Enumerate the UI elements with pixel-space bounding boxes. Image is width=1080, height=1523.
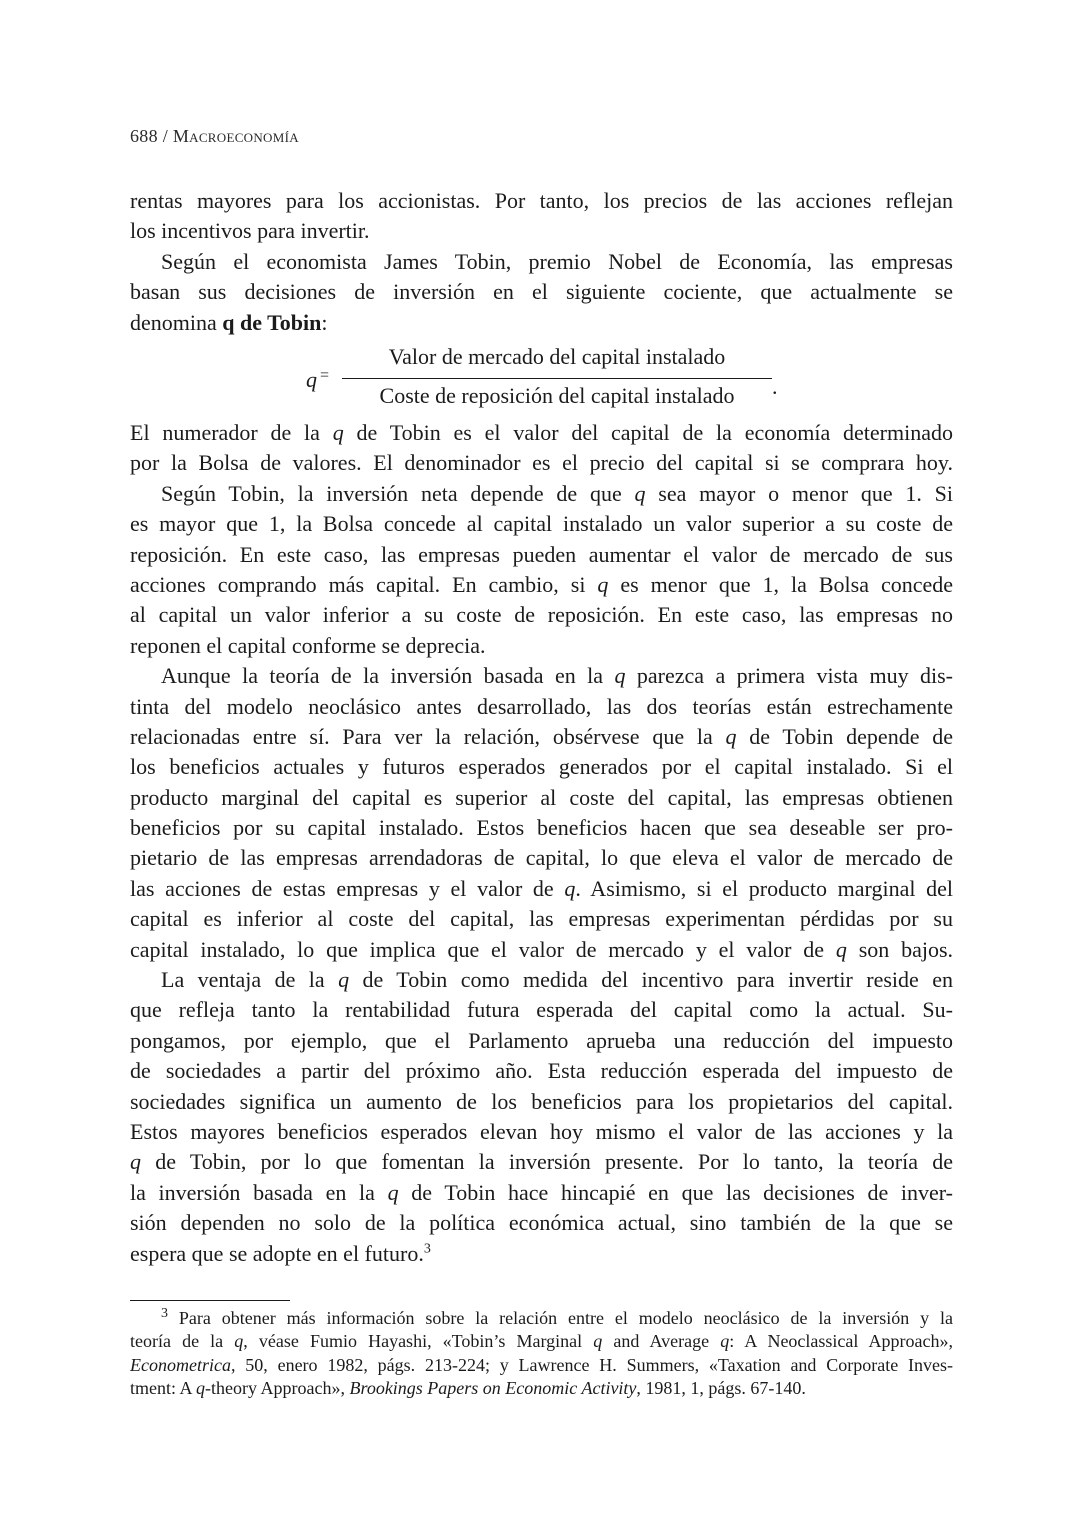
text-line: la inversión basada en la q de Tobin hace hincapié en que las decisiones de inver- xyxy=(130,1179,953,1205)
italic-term: q xyxy=(338,967,350,993)
italic-term: q xyxy=(634,480,646,506)
text-line: al capital un valor inferior a su coste de reposición. En este caso, las empresas no xyxy=(130,602,953,628)
text-line: los incentivos para invertir. xyxy=(130,218,370,244)
italic-term: Brookings Papers on Economic Activity xyxy=(349,1377,637,1398)
text-line: pongamos, por ejemplo, que el Parlamento aprueba una reducción del impuesto xyxy=(130,1027,953,1053)
text-line: Según el economista James Tobin, premio Nobel de Economía, las empresas xyxy=(161,248,953,274)
text-line: Según Tobin, la inversión neta depende de que q sea mayor o menor que 1. Si xyxy=(161,480,953,506)
text-line: La ventaja de la q de Tobin como medida del incentivo para invertir reside en xyxy=(161,967,953,993)
text-line: Aunque la teoría de la inversión basada en la q parezca a primera vista muy dis- xyxy=(161,663,954,689)
text-line: tinta del modelo neoclásico antes desarrollado, las dos teorías están estrechamente xyxy=(130,693,953,719)
formula-numerator: Valor de mercado del capital instalado xyxy=(388,344,726,369)
text-line: pietario de las empresas arrendadoras de capital, lo que eleva el valor de mercado de xyxy=(130,845,953,871)
tobin-q-formula xyxy=(306,342,786,418)
fraction-bar xyxy=(342,378,772,379)
text-line: sión dependen no solo de la política económica actual, sino también de la que se xyxy=(130,1210,953,1236)
text-line: tment: A q-theory Approach», Brookings Papers on Economic Activity, 1981, 1, págs. 67-140. xyxy=(130,1377,806,1398)
text-line: producto marginal del capital es superior al coste del capital, las empresas obtienen xyxy=(130,784,953,810)
text-line: las acciones de estas empresas y el valor de q. Asimismo, si el producto marginal del xyxy=(130,875,954,901)
text-line: los beneficios actuales y futuros esperados generados por el capital instalado. Si el xyxy=(130,754,953,780)
page-number: 688 / xyxy=(130,126,169,146)
body-text-main xyxy=(130,418,953,1269)
footnote xyxy=(130,1307,953,1400)
italic-term: q xyxy=(332,420,344,445)
text-line: capital es inferior al coste del capital, las empresas experimentan pérdidas por su xyxy=(130,906,953,932)
body-text-top xyxy=(130,186,953,338)
italic-term: Econometrica xyxy=(130,1354,231,1375)
footnote-rule xyxy=(130,1300,290,1301)
text-line: acciones comprando más capital. En cambio, si q es menor que 1, la Bolsa concede xyxy=(130,571,954,597)
italic-term: q xyxy=(835,936,847,962)
text-line: relacionadas entre sí. Para ver la relación, obsérvese que la q de Tobin depende de xyxy=(130,723,953,749)
italic-term: q xyxy=(597,571,609,597)
italic-term: q xyxy=(593,1331,603,1352)
footnote-marker: 3 xyxy=(161,1306,168,1321)
italic-term: q xyxy=(387,1179,399,1205)
italic-term: q xyxy=(725,723,737,749)
text-line: Econometrica, 50, enero 1982, págs. 213-224; y Lawrence H. Summers, «Taxation and Corporate Inves- xyxy=(130,1354,953,1375)
text-line: capital instalado, lo que implica que el valor de mercado y el valor de q son bajos. xyxy=(130,936,954,962)
formula-lhs: q xyxy=(306,367,317,392)
formula-equals: = xyxy=(320,367,330,384)
text-line: q de Tobin, por lo que fomentan la inversión presente. Por lo tanto, la teoría de xyxy=(130,1149,953,1175)
text-line: rentas mayores para los accionistas. Por tanto, los precios de las acciones reflejan xyxy=(130,188,953,213)
italic-term: q xyxy=(196,1377,206,1398)
text-line: basan sus decisiones de inversión en el siguiente cociente, que actualmente se xyxy=(130,279,953,305)
formula-denominator: Coste de reposición del capital instalado xyxy=(379,383,735,408)
text-line: por la Bolsa de valores. El denominador es el precio del capital si se comprara hoy. xyxy=(130,450,953,476)
text-line: reponen el capital conforme se deprecia. xyxy=(130,632,486,658)
book-title: Macroeconomía xyxy=(172,126,299,146)
text-line: denomina q de Tobin: xyxy=(130,309,328,335)
text-line: teoría de la q, véase Fumio Hayashi, «Tobin’s Marginal q and Average q: A Neoclassical Approach», xyxy=(130,1331,953,1352)
italic-term: q xyxy=(720,1331,730,1352)
italic-term: q xyxy=(130,1149,141,1175)
text-line: de sociedades a partir del próximo año. Esta reducción esperada del impuesto de xyxy=(130,1058,953,1084)
text-line: es mayor que 1, la Bolsa concede al capital instalado un valor superior a su coste de xyxy=(130,511,953,537)
text-line: sociedades significa un aumento de los beneficios para los propietarios del capital. xyxy=(130,1088,953,1114)
text-line: Estos mayores beneficios esperados elevan hoy mismo el valor de las acciones y la xyxy=(130,1118,953,1144)
text-line: reposición. En este caso, las empresas pueden aumentar el valor de mercado de sus xyxy=(130,541,953,567)
footnote-marker: 3 xyxy=(423,1241,431,1257)
bold-term: q de Tobin xyxy=(222,309,322,335)
italic-term: q xyxy=(614,663,626,689)
text-line: que refleja tanto la rentabilidad futura esperada del capital como la actual. Su- xyxy=(130,997,953,1023)
text-line: El numerador de la q de Tobin es el valor del capital de la economía determinado xyxy=(130,420,953,445)
italic-term: q xyxy=(234,1331,244,1352)
text-line: beneficios por su capital instalado. Estos beneficios hacen que sea deseable ser pro- xyxy=(130,815,953,841)
text-line: $^3$ Para obtener más información sobre la relación entre el modelo neoclásico de la inversión y la xyxy=(161,1306,953,1328)
formula-period: . xyxy=(772,374,778,399)
italic-term: q xyxy=(564,875,576,901)
text-line: espera que se adopte en el futuro.$^3$ xyxy=(130,1240,431,1266)
running-header xyxy=(130,126,299,147)
